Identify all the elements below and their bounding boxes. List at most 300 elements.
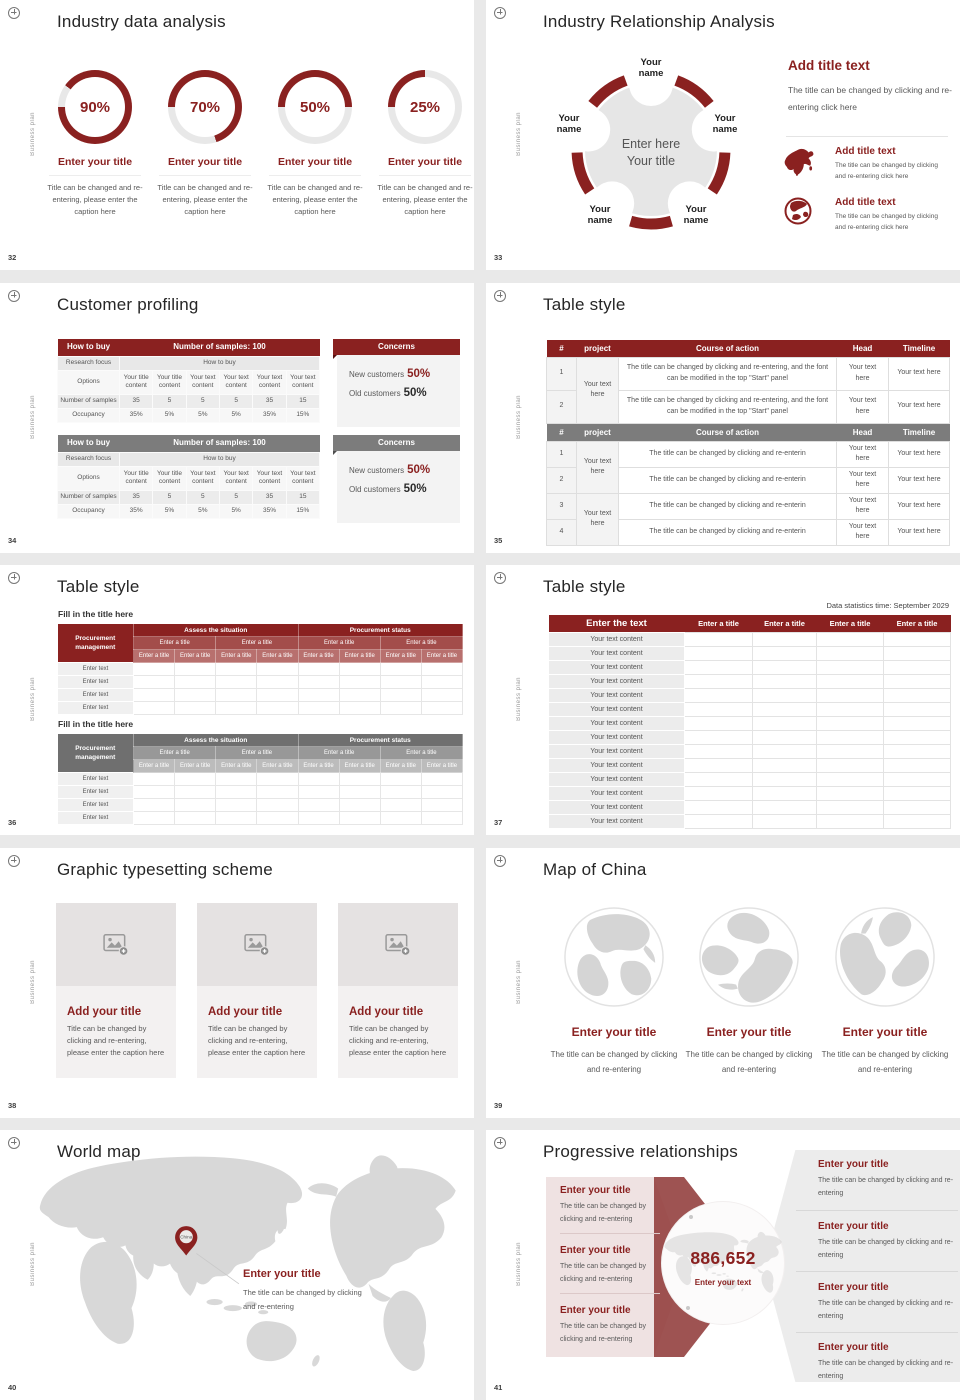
slide-39-thumbnail[interactable]: [486, 848, 960, 1118]
col-header: #: [547, 340, 577, 358]
slide-title: Table style: [543, 577, 626, 596]
table-cell: 15%: [286, 408, 319, 422]
callout-caption: The title can be changed by clicking and re-entering: [243, 1288, 362, 1312]
add-image-icon: [244, 933, 270, 956]
card-caption: Title can be changed by clicking and re-entering, please enter the caption here: [67, 1023, 165, 1057]
table-corner: Procurement management: [58, 624, 134, 663]
donut-percent: 25%: [409, 98, 441, 116]
globe-title: Enter your title: [842, 1024, 928, 1039]
donut-percent: 90%: [79, 98, 111, 116]
globe-item-2: [674, 906, 824, 1077]
row-label: Options: [58, 370, 120, 394]
table-cell: How to buy: [120, 452, 320, 466]
diagram-node-label: Your name: [683, 204, 709, 226]
donut-caption: Title can be changed and re-entering, please enter the caption here: [267, 183, 363, 216]
customer-table-red: [57, 339, 320, 423]
brand-logo-icon: [494, 855, 506, 867]
mid-header: Enter a title: [298, 747, 380, 760]
table-cell: 5%: [153, 504, 186, 518]
mid-header: Enter a title: [134, 637, 216, 650]
table-cell: The title can be changed by clicking and re-enterin: [619, 441, 837, 467]
table-cell: 5: [186, 490, 219, 504]
slide-title: Industry data analysis: [57, 12, 226, 31]
row-label: Enter text: [58, 786, 134, 799]
col-header: Head: [837, 340, 889, 358]
center-statistic-circle: [662, 1202, 784, 1324]
table-cell: The title can be changed by clicking and re-enterin: [619, 493, 837, 519]
donut-caption: Title can be changed and re-entering, please enter the caption here: [47, 183, 143, 216]
slide-number: 38: [8, 1100, 17, 1110]
row-label: Your text content: [549, 647, 685, 661]
col-header: Head: [837, 424, 889, 442]
divider: [796, 1271, 958, 1272]
table-cell: 5%: [186, 408, 219, 422]
world-map: [34, 1142, 460, 1375]
table-cell: Your text here: [837, 441, 889, 467]
left-item-caption: The title can be changed by clicking and re-entering: [560, 1263, 647, 1283]
card-caption: Title can be changed by clicking and re-entering, please enter the caption here: [208, 1023, 306, 1057]
brand-logo-icon: [494, 7, 506, 19]
row-label: Number of samples: [58, 490, 120, 504]
table-cell: [134, 663, 175, 676]
table-cell: 15%: [286, 504, 319, 518]
table-cell: 35: [120, 394, 153, 408]
slide-title: World map: [57, 1142, 141, 1161]
col-header: Timeline: [889, 424, 950, 442]
row-label: Enter text: [58, 702, 134, 715]
slide-38-thumbnail[interactable]: [0, 848, 474, 1118]
globe-caption: The title can be changed by clicking and re-entering: [821, 1049, 949, 1074]
procurement-table-gray: [57, 733, 463, 825]
row-label: Number of samples: [58, 394, 120, 408]
slide-number: 34: [8, 535, 17, 545]
panel-item-heading: Add title text: [835, 197, 896, 208]
table-cell: 5%: [186, 504, 219, 518]
table-cell: Your title content: [153, 466, 186, 490]
row-label: Your text content: [549, 773, 685, 787]
table-subtitle: Fill in the title here: [58, 719, 134, 729]
table-cell: 35%: [253, 504, 286, 518]
table-header: Number of samples: 100: [120, 435, 320, 453]
table-cell: Your text content: [186, 370, 219, 394]
row-label: Your text content: [549, 815, 685, 829]
table-cell: 15: [286, 394, 319, 408]
row-label: Enter text: [58, 689, 134, 702]
slide-title: Table style: [543, 294, 626, 314]
slide-title: Customer profiling: [57, 294, 199, 314]
table-cell: 35: [120, 490, 153, 504]
table-cell: 35: [253, 394, 286, 408]
brand-vertical-text: Business plan: [516, 394, 522, 439]
action-table-gray: [546, 424, 950, 546]
donut-percent: 70%: [189, 98, 221, 116]
customer-table-gray: [57, 435, 320, 519]
donut-ring: [168, 70, 242, 144]
donut-title: Enter your title: [379, 156, 471, 176]
globe-icon: [783, 196, 813, 226]
new-customers-value: 50%: [407, 463, 431, 476]
row-label: Your text content: [549, 787, 685, 801]
sub-header: Enter a title: [298, 760, 339, 773]
right-item-title: Enter your title: [818, 1221, 889, 1232]
image-card-1: [56, 903, 176, 1078]
new-customers-line: New customers 50%: [349, 367, 431, 380]
table-cell: 35%: [253, 408, 286, 422]
brand-logo-icon: [494, 1137, 506, 1149]
table-cell: Your text here: [889, 441, 950, 467]
table-cell: 5%: [153, 408, 186, 422]
row-label: Research focus: [58, 452, 120, 466]
table-cell: The title can be changed by clicking and re-entering, and the font can be modified in the top "Start" panel: [619, 357, 837, 390]
old-customers-value: 50%: [403, 482, 427, 495]
decor-dot: [686, 1306, 690, 1310]
brand-logo-icon: [8, 7, 20, 19]
col-header: Course of action: [619, 340, 837, 358]
add-image-icon: [103, 933, 129, 956]
row-label: Occupancy: [58, 408, 120, 422]
sub-header: Enter a title: [421, 760, 462, 773]
table-cell: 5: [153, 490, 186, 504]
table-cell: Your text content: [253, 466, 286, 490]
right-item-caption: The title can be changed by clicking and re-entering: [818, 1360, 954, 1380]
right-item-caption: The title can be changed by clicking and re-entering: [818, 1177, 954, 1197]
panel-item-caption: The title can be changed by clicking and re-entering click here: [835, 213, 938, 232]
sub-header: Enter a title: [421, 650, 462, 663]
row-label: Enter text: [58, 799, 134, 812]
table-cell: Your text here: [837, 467, 889, 493]
table-cell: Your text here: [577, 493, 619, 545]
row-label: Enter text: [58, 773, 134, 786]
mid-header: Enter a title: [298, 637, 380, 650]
table-cell: Your text here: [889, 390, 950, 423]
col-header: Enter a title: [685, 615, 753, 633]
sub-header: Enter a title: [257, 760, 298, 773]
brand-logo-icon: [8, 1137, 20, 1149]
donut-caption: Title can be changed and re-entering, please enter the caption here: [377, 183, 473, 216]
slide-33-thumbnail[interactable]: [486, 0, 960, 270]
donut-ring: [278, 70, 352, 144]
donut-title: Enter your title: [159, 156, 251, 176]
image-placeholder: [56, 903, 176, 986]
brand-vertical-text: Business plan: [516, 112, 522, 156]
slide-number: 33: [494, 253, 503, 262]
group-header: Procurement status: [298, 734, 463, 747]
donut-chart-group: [43, 70, 474, 218]
donut-caption: Title can be changed and re-entering, please enter the caption here: [157, 183, 253, 216]
action-table-red: [546, 340, 950, 424]
diagram-node-label: Your name: [587, 204, 613, 226]
statistic-label: Enter your text: [694, 1278, 752, 1287]
row-label: Occupancy: [58, 504, 120, 518]
donut-percent: 50%: [299, 98, 331, 116]
table-cell: Your text here: [577, 357, 619, 423]
left-item-caption: The title can be changed by clicking and re-entering: [560, 1323, 647, 1343]
table-cell: Your text here: [837, 519, 889, 545]
left-item-caption: The title can be changed by clicking and re-entering: [560, 1203, 647, 1223]
sub-header: Enter a title: [175, 760, 216, 773]
slide-number: 41: [494, 1383, 503, 1392]
globe-icon: [563, 906, 665, 1008]
donut-title: Enter your title: [269, 156, 361, 176]
right-item-title: Enter your title: [818, 1159, 889, 1170]
image-placeholder: [197, 903, 317, 986]
brand-vertical-text: Business plan: [30, 959, 36, 1004]
donut-title: Enter your title: [49, 156, 141, 176]
col-header: project: [577, 424, 619, 442]
brand-vertical-text: Business plan: [30, 677, 36, 721]
table-cell: 15: [286, 490, 319, 504]
group-header: Procurement status: [298, 624, 463, 637]
slide-title: Progressive relationships: [543, 1142, 738, 1161]
callout-title: Enter your title: [243, 1268, 321, 1280]
col-header: Enter a title: [884, 615, 951, 633]
sub-header: Enter a title: [134, 760, 175, 773]
globe-caption: The title can be changed by clicking and re-entering: [685, 1049, 813, 1074]
table-cell: The title can be changed by clicking and re-enterin: [619, 467, 837, 493]
globe-item-1: [539, 906, 689, 1077]
sub-header: Enter a title: [257, 650, 298, 663]
diagram-node-label: Your name: [638, 57, 664, 79]
table-cell: 5: [219, 490, 252, 504]
table-cell: 5%: [219, 504, 252, 518]
globe-title: Enter your title: [571, 1024, 657, 1039]
row-label: Enter text: [58, 663, 134, 676]
table-cell: 1: [547, 357, 577, 390]
donut-chart-1: [43, 70, 147, 218]
brand-logo-icon: [494, 290, 506, 302]
table-cell: Your text here: [889, 357, 950, 390]
mid-header: Enter a title: [380, 747, 462, 760]
globe-icon: [698, 906, 800, 1008]
row-label: Your text content: [549, 633, 685, 647]
concerns-card-red: [337, 339, 460, 427]
mid-header: Enter a title: [134, 747, 216, 760]
table-cell: The title can be changed by clicking and re-entering, and the font can be modified in the top "Start" panel: [619, 390, 837, 423]
brand-logo-icon: [8, 855, 20, 867]
donut-chart-3: [263, 70, 367, 218]
slide-number: 32: [8, 253, 17, 262]
panel-item-heading: Add title text: [835, 146, 896, 157]
sub-header: Enter a title: [339, 650, 380, 663]
row-label: Enter text: [58, 676, 134, 689]
col-header: Enter a title: [817, 615, 884, 633]
donut-chart-2: [153, 70, 257, 218]
row-label: Your text content: [549, 801, 685, 815]
slide-37-thumbnail[interactable]: [486, 565, 960, 835]
concerns-ribbon: Concerns: [333, 339, 460, 355]
row-label: Enter text: [58, 812, 134, 825]
old-customers-value: 50%: [403, 386, 427, 399]
slide-title: Map of China: [543, 859, 647, 879]
card-caption: Title can be changed by clicking and re-entering, please enter the caption here: [349, 1023, 447, 1057]
brand-logo-icon: [8, 572, 20, 584]
table-cell: 2: [547, 390, 577, 423]
diagram-center-line1: Enter here: [621, 137, 681, 151]
table-cell: 5: [219, 394, 252, 408]
right-item-title: Enter your title: [818, 1342, 889, 1353]
data-statistics-note: Data statistics time: September 2029: [826, 601, 949, 610]
concerns-ribbon: Concerns: [333, 435, 460, 451]
table-cell: 4: [547, 519, 577, 545]
old-customers-line: Old customers 50%: [349, 482, 427, 495]
slide-title: Table style: [57, 577, 140, 596]
sub-header: Enter a title: [175, 650, 216, 663]
pin-label: China: [180, 1234, 193, 1240]
group-header: Assess the situation: [134, 624, 299, 637]
slide-36-thumbnail[interactable]: [0, 565, 474, 835]
divider: [786, 136, 948, 137]
brand-vertical-text: Business plan: [516, 1242, 522, 1286]
diagram-node-label: Your name: [712, 113, 738, 135]
right-item-title: Enter your title: [818, 1282, 889, 1293]
slide-number: 37: [494, 818, 503, 827]
diagram-center-line2: Your title: [626, 153, 676, 168]
new-customers-value: 50%: [407, 367, 431, 380]
table-cell: Your text here: [837, 493, 889, 519]
left-item-title: Enter your title: [560, 1305, 631, 1316]
image-card-3: [338, 903, 458, 1078]
globe-icon: [834, 906, 936, 1008]
table-cell: Your text here: [837, 357, 889, 390]
slide-34-thumbnail[interactable]: [0, 283, 474, 553]
divider: [560, 1233, 660, 1234]
col-header-main: Enter the text: [549, 615, 685, 633]
globe-title: Enter your title: [706, 1024, 792, 1039]
table-cell: 3: [547, 493, 577, 519]
slide-number: 39: [494, 1100, 503, 1110]
table-cell: 1: [547, 441, 577, 467]
old-customers-line: Old customers 50%: [349, 386, 427, 399]
slide-number: 36: [8, 818, 17, 827]
table-cell: 35%: [120, 408, 153, 422]
table-cell: 2: [547, 467, 577, 493]
table-cell: Your text content: [286, 370, 319, 394]
group-header: Assess the situation: [134, 734, 299, 747]
card-title: Add your title: [67, 1005, 142, 1018]
donut-ring: [388, 70, 462, 144]
row-label: Your text content: [549, 675, 685, 689]
brand-logo-icon: [8, 290, 20, 302]
slide-number: 40: [8, 1383, 17, 1392]
col-header: #: [547, 424, 577, 442]
row-label: Your text content: [549, 717, 685, 731]
table-cell: Your text here: [837, 390, 889, 423]
slide-number: 35: [494, 535, 503, 545]
sub-header: Enter a title: [134, 650, 175, 663]
row-label: Your text content: [549, 759, 685, 773]
table-cell: Your text content: [186, 466, 219, 490]
row-label: Your text content: [549, 731, 685, 745]
col-header: Enter a title: [753, 615, 817, 633]
table-corner: How to buy: [58, 339, 120, 357]
right-item-caption: The title can be changed by clicking and re-entering: [818, 1300, 954, 1320]
add-image-icon: [385, 933, 411, 956]
sub-header: Enter a title: [380, 760, 421, 773]
table-header: Number of samples: 100: [120, 339, 320, 357]
diagram-node-label: Your name: [556, 113, 582, 135]
table-cell: The title can be changed by clicking and re-enterin: [619, 519, 837, 545]
brand-vertical-text: Business plan: [30, 394, 36, 439]
table-cell: 5: [153, 394, 186, 408]
row-label: Your text content: [549, 661, 685, 675]
brand-logo-icon: [494, 572, 506, 584]
table-subtitle: Fill in the title here: [58, 609, 134, 619]
slide-40-thumbnail[interactable]: [0, 1130, 474, 1400]
sub-header: Enter a title: [380, 650, 421, 663]
row-label: Research focus: [58, 356, 120, 370]
donut-ring: [58, 70, 132, 144]
slide-title: Graphic typesetting scheme: [57, 859, 273, 879]
divider: [796, 1332, 958, 1333]
table-cell: Your text content: [219, 466, 252, 490]
diagram-center-text: [606, 136, 696, 170]
table-cell: 5: [186, 394, 219, 408]
table-cell: Your text here: [577, 441, 619, 493]
brand-vertical-text: Business plan: [30, 1242, 36, 1286]
slide-35-thumbnail[interactable]: [486, 283, 960, 553]
donut-chart-4: [373, 70, 474, 218]
table-corner: Procurement management: [58, 734, 134, 773]
table-cell: Your title content: [120, 370, 153, 394]
panel-body: The title can be changed by clicking and re-entering click here: [788, 85, 952, 113]
col-header: Timeline: [889, 340, 950, 358]
row-label: Options: [58, 466, 120, 490]
sub-header: Enter a title: [298, 650, 339, 663]
brand-vertical-text: Business plan: [516, 959, 522, 1004]
right-item-caption: The title can be changed by clicking and re-entering: [818, 1239, 954, 1259]
globe-item-3: [810, 906, 960, 1077]
card-title: Add your title: [349, 1005, 424, 1018]
image-card-2: [197, 903, 317, 1078]
new-customers-line: New customers 50%: [349, 463, 431, 476]
mid-header: Enter a title: [216, 747, 298, 760]
mid-header: Enter a title: [380, 637, 462, 650]
divider: [560, 1293, 660, 1294]
table-cell: 35%: [120, 504, 153, 518]
slide-41-thumbnail[interactable]: [486, 1130, 960, 1400]
table-cell: How to buy: [120, 356, 320, 370]
slide-title: Industry Relationship Analysis: [543, 12, 775, 31]
image-placeholder: [338, 903, 458, 986]
row-label: Your text content: [549, 689, 685, 703]
col-header: project: [577, 340, 619, 358]
sub-header: Enter a title: [216, 650, 257, 663]
row-label: Your text content: [549, 703, 685, 717]
sub-header: Enter a title: [339, 760, 380, 773]
table-cell: Your title content: [120, 466, 153, 490]
table-cell: Your title content: [153, 370, 186, 394]
divider: [796, 1210, 958, 1211]
table-cell: Your text here: [889, 467, 950, 493]
table-cell: 5%: [219, 408, 252, 422]
concerns-card-gray: [337, 435, 460, 523]
table-cell: Your text here: [889, 493, 950, 519]
procurement-table-red: [57, 623, 463, 715]
table-cell: Your text content: [253, 370, 286, 394]
table-cell: Your text content: [286, 466, 319, 490]
brand-vertical-text: Business plan: [30, 112, 36, 156]
panel-heading: Add title text: [788, 58, 870, 73]
panel-item-caption: The title can be changed by clicking and re-entering click here: [835, 162, 938, 181]
col-header: Course of action: [619, 424, 837, 442]
table-corner: How to buy: [58, 435, 120, 453]
decor-dot: [689, 1215, 693, 1219]
card-title: Add your title: [208, 1005, 283, 1018]
row-label: Your text content: [549, 745, 685, 759]
mid-header: Enter a title: [216, 637, 298, 650]
slide-32-thumbnail[interactable]: [0, 0, 474, 270]
table-cell: Your text content: [219, 370, 252, 394]
